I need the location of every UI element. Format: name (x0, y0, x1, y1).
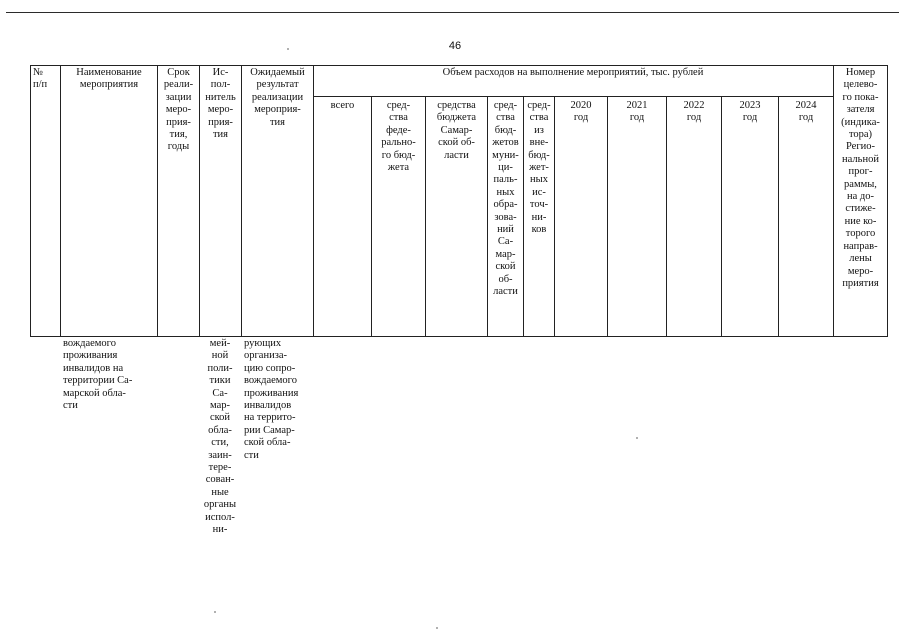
col-rule (778, 96, 779, 337)
page-number: 46 (448, 40, 462, 52)
scan-speck (214, 611, 216, 613)
continuation-expected-result: рующих организа- цию сопро- вождаемого проживания инвалидов на террито- рии Самар- ской обла- сти (244, 338, 299, 461)
table-top-rule (30, 65, 887, 66)
col-rule (887, 65, 888, 337)
header-year-2020: 2020 год (570, 100, 592, 124)
col-rule (721, 96, 722, 337)
col-rule (554, 96, 555, 337)
header-expenses-title: Объем расходов на выполнение мероприятий, тыс. рублей (442, 67, 704, 78)
header-federal-funds: сред- ства феде- рально- го бюд- жета (381, 100, 416, 174)
expenses-subheader-rule (313, 96, 833, 97)
header-regional-funds: средства бюджета Самар- ской об- ласти (436, 100, 477, 161)
header-num: № п/п (33, 67, 48, 91)
scan-speck (436, 627, 438, 629)
col-rule (30, 65, 31, 337)
header-executor: Ис- пол- нитель меро- прия- тия (205, 67, 236, 141)
continuation-name: вождаемого проживания инвалидов на территории Са- марской обла- сти (63, 338, 133, 412)
header-municipal-funds: сред- ства бюд- жетов муни- ци- паль- ных обра- зова- ний Са- мар- ской об- ласти (492, 100, 519, 298)
col-rule (60, 65, 61, 337)
scan-top-edge (6, 12, 899, 13)
header-year-2022: 2022 год (683, 100, 705, 124)
continuation-executor: мей- ной поли- тики Са- мар- ской обла- сти, заин- тере- сован- ные органы испол- ни- (203, 338, 237, 536)
header-year-2024: 2024 год (795, 100, 817, 124)
scan-speck (287, 48, 289, 50)
table-bottom-rule (30, 336, 887, 337)
header-extrabudget-funds: сред- ства из вне- бюд- жет- ных ис- точ- ни- ков (527, 100, 551, 236)
header-expected-result: Ожидаемый результат реализации мероприя- тия (250, 67, 305, 128)
col-rule (607, 96, 608, 337)
header-year-2023: 2023 год (739, 100, 761, 124)
header-indicator-number: Номер целево- го пока- зателя (индика- тора) Регио- нальной прог- раммы, на до- стиже- ние ко- торого направ- лены меро- приятия (841, 67, 880, 289)
header-name: Наименование мероприятия (76, 67, 142, 91)
header-term: Срок реали- зации меро- прия- тия, годы (163, 67, 194, 153)
header-total: всего (330, 100, 355, 111)
col-rule (666, 96, 667, 337)
header-year-2021: 2021 год (626, 100, 648, 124)
scan-speck (636, 437, 638, 439)
